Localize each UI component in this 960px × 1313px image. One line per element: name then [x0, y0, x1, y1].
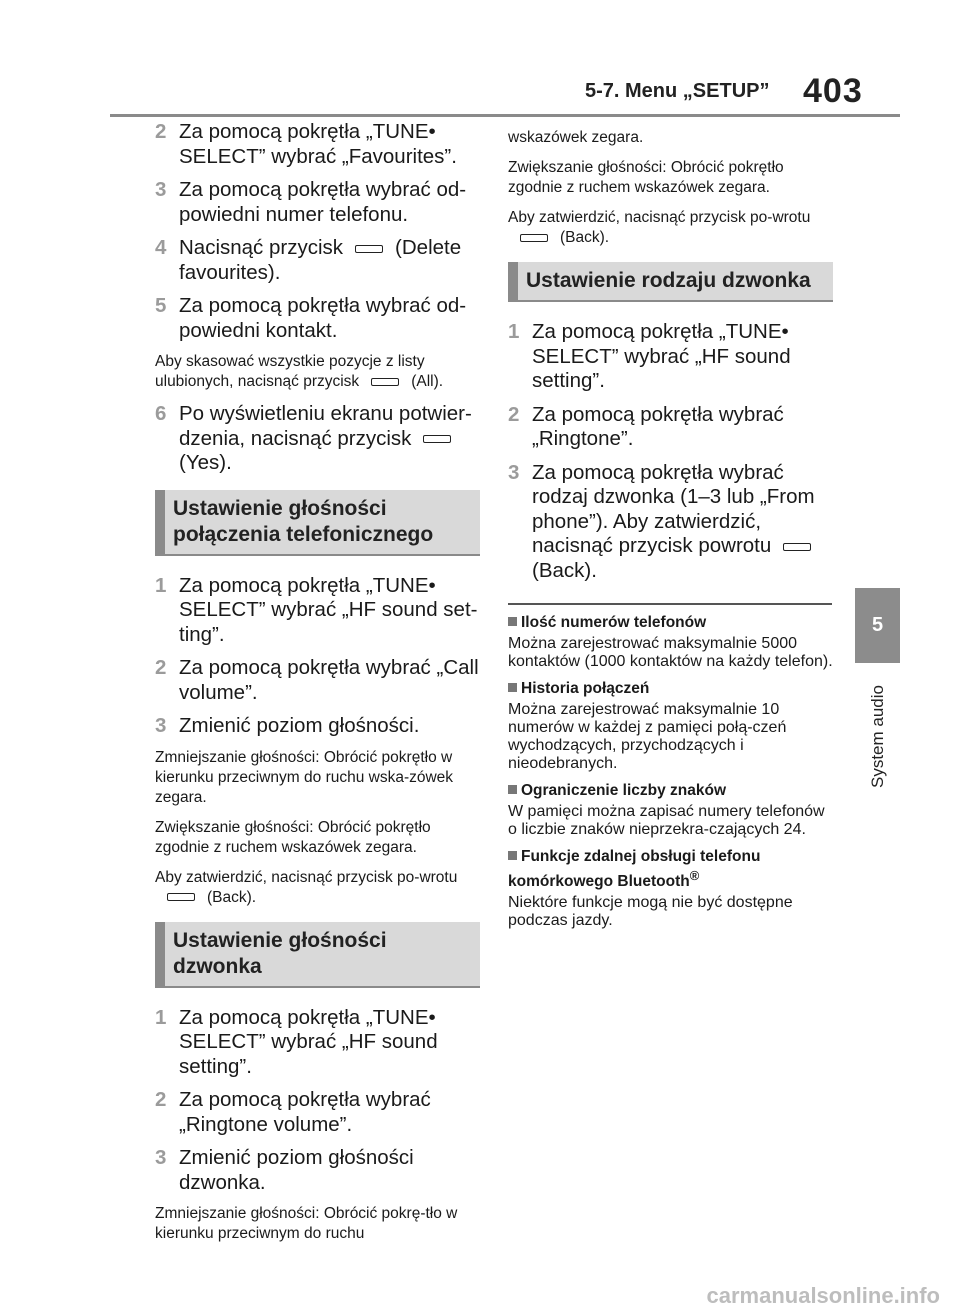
step-number: 3 [155, 178, 167, 201]
info-title [508, 781, 833, 800]
note [155, 868, 480, 908]
step-number: 3 [155, 714, 167, 737]
step [155, 178, 480, 227]
square-bullet-icon [508, 851, 517, 860]
note [155, 352, 480, 392]
step-text: Za pomocą pokrętła wybrać „Ringtone volume”. [179, 1088, 431, 1136]
step [155, 402, 480, 476]
step [155, 574, 480, 648]
note-text: (All). [411, 373, 444, 390]
step [155, 656, 480, 705]
right-column [508, 126, 833, 938]
divider [508, 603, 832, 605]
step-text: Zmienić poziom głośności. [179, 714, 420, 737]
step [155, 1088, 480, 1137]
step-text: Po wyświetleniu ekranu potwier-dzenia, nacisnąć przycisk [179, 402, 472, 450]
note: wskazówek zegara. [508, 129, 644, 146]
step-text: Za pomocą pokrętła wybrać „Ringtone”. [532, 402, 784, 450]
chapter-number: 5 [871, 614, 884, 636]
step-text: Za pomocą pokrętła wybrać rodzaj dzwonka (1–3 lub „From phone”). Aby zatwierdzić, nacisnąć przycisk powrotu [532, 460, 815, 557]
step-text: Zmienić poziom głośności dzwonka. [179, 1146, 414, 1194]
info-text: Można zarejestrować maksymalnie 10 numerów w każdej z pamięci połą-czeń wychodzących, przychodzących i nieodebranych. [508, 700, 787, 772]
step [155, 1006, 480, 1080]
note-text: Aby skasować wszystkie pozycje z listy ulubionych, nacisnąć przycisk [155, 353, 425, 390]
step-text: Za pomocą pokrętła „TUNE• SELECT” wybrać „HF sound setting”. [179, 1005, 438, 1078]
chapter-tab [855, 588, 900, 663]
step [508, 320, 833, 394]
step-text: Za pomocą pokrętła wybrać od-powiedni kontakt. [179, 294, 467, 342]
square-bullet-icon [508, 785, 517, 794]
step-text: Za pomocą pokrętła „TUNE• SELECT” wybrać „HF sound setting”. [532, 320, 791, 392]
step-text: Za pomocą pokrętła „TUNE• SELECT” wybrać „Favourites”. [179, 120, 457, 168]
header-rule [110, 114, 900, 117]
step-number: 1 [155, 573, 167, 597]
chapter-label-wrap [868, 680, 890, 790]
step-text: Za pomocą pokrętła wybrać od-powiedni numer telefonu. [179, 178, 467, 226]
note: Zwiększanie głośności: Obrócić pokrętło zgodnie z ruchem wskazówek zegara. [508, 159, 784, 196]
section-heading: Ustawienie głośności połączenia telefonicznego [155, 490, 480, 556]
step-number: 4 [155, 236, 167, 259]
step-number: 5 [155, 294, 167, 317]
step [155, 714, 480, 739]
registered-mark: ® [689, 867, 700, 883]
step-number: 2 [155, 1088, 167, 1111]
page-number: 403 [803, 72, 863, 110]
info-title-text: Historia połączeń [521, 679, 650, 697]
step-number: 1 [155, 1005, 167, 1029]
section-heading: Ustawienie rodzaju dzwonka [508, 262, 833, 302]
button-icon [520, 234, 548, 242]
button-icon [167, 893, 195, 901]
watermark: carmanualsonline.info [706, 1283, 940, 1308]
note: Zwiększanie głośności: Obrócić pokrętło zgodnie z ruchem wskazówek zegara. [155, 818, 431, 856]
step [155, 236, 480, 285]
step-number: 3 [508, 460, 520, 484]
step-text: Nacisnąć przycisk [179, 236, 344, 259]
note-text: Aby zatwierdzić, nacisnąć przycisk po-wrotu [155, 868, 458, 886]
note-text: (Back). [560, 229, 610, 246]
info-title-text: Ograniczenie liczby znaków [521, 781, 727, 799]
button-icon [371, 378, 399, 386]
button-icon [423, 435, 451, 443]
info-text: W pamięci można zapisać numery telefonów o liczbie znaków nieprzekra-czających 24. [508, 802, 825, 838]
info-title [508, 613, 833, 632]
info-title [508, 847, 833, 891]
step-text: (Yes). [179, 451, 232, 474]
step [508, 461, 833, 584]
step [155, 120, 480, 169]
step-number: 2 [155, 656, 167, 679]
step-number: 2 [508, 402, 520, 426]
button-icon [355, 245, 383, 253]
square-bullet-icon [508, 683, 517, 692]
step-number: 2 [155, 120, 167, 143]
step-number: 3 [155, 1146, 167, 1169]
note: Zmniejszanie głośności: Obrócić pokrętło w kierunku przeciwnym do ruchu wska-zówek zegara. [155, 748, 454, 806]
step-number: 6 [155, 402, 167, 425]
button-icon [783, 543, 811, 551]
step-number: 1 [508, 320, 520, 343]
chapter-label: System audio [868, 685, 887, 788]
info-text: Niektóre funkcje mogą nie być dostępne podczas jazdy. [508, 893, 793, 929]
left-column [155, 120, 480, 1254]
section-heading: Ustawienie głośności dzwonka [155, 922, 480, 988]
step-text: (Back). [532, 558, 597, 582]
step-text: Za pomocą pokrętła „TUNE• SELECT” wybrać „HF sound set-ting”. [179, 573, 478, 646]
step-text: (Delete favourites). [179, 236, 462, 284]
info-title-text: Funkcje zdalnej obsługi telefonu komórkowego Bluetooth [508, 847, 761, 890]
section-header: 5-7. Menu „SETUP” [585, 80, 770, 102]
note-text: Aby zatwierdzić, nacisnąć przycisk po-wrotu [508, 209, 811, 226]
step-text: Za pomocą pokrętła wybrać „Call volume”. [179, 656, 479, 704]
square-bullet-icon [508, 617, 517, 626]
note-text: (Back). [207, 888, 257, 906]
step [508, 403, 833, 452]
info-title-text: Ilość numerów telefonów [521, 613, 707, 631]
note: Zmniejszanie głośności: Obrócić pokrę-tło w kierunku przeciwnym do ruchu [155, 1205, 458, 1242]
info-title [508, 679, 833, 698]
info-text: Można zarejestrować maksymalnie 5000 kontaktów (1000 kontaktów na każdy telefon). [508, 634, 833, 670]
step [155, 294, 480, 343]
note [508, 208, 833, 248]
step [155, 1146, 480, 1195]
